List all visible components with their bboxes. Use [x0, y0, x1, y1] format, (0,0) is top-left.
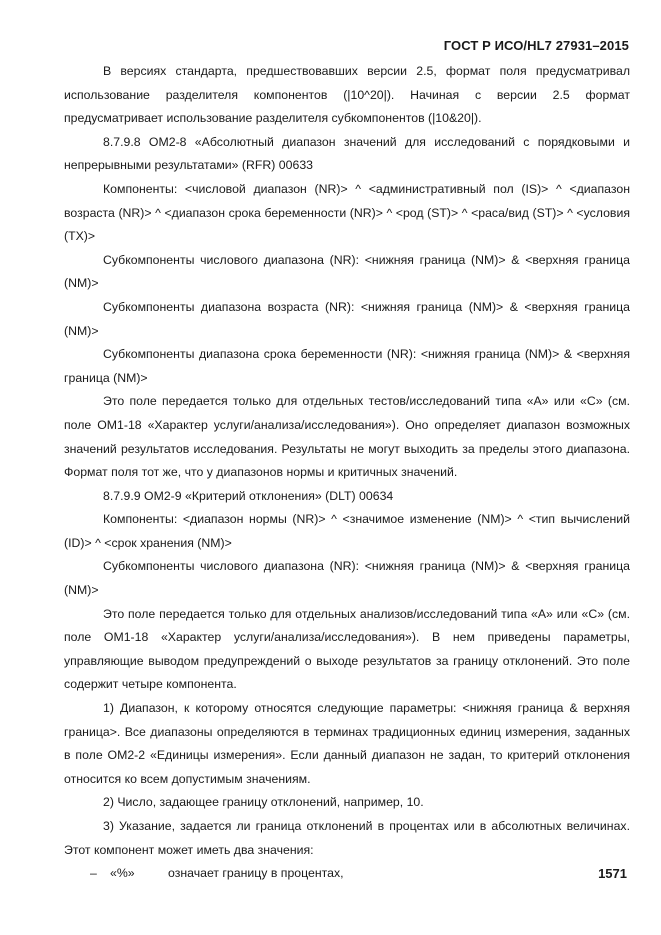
paragraph: Субкомпоненты числового диапазона (NR): <нижняя граница (NM)> & <верхняя граница (NM)> [64, 559, 630, 598]
paragraph: Субкомпоненты числового диапазона (NR): <нижняя граница (NM)> & <верхняя граница (NM)> [64, 252, 630, 291]
paragraph: Компоненты: <числовой диапазон (NR)> ^ <административный пол (IS)> ^ <диапазон возраста (NR)> ^ <диапазон срока беременности (NR)> ^ <род (ST)> ^ <раса/вид (ST)> ^ <условия (TX)> [64, 181, 630, 244]
list-dash: – [90, 866, 97, 881]
page-number: 1571 [598, 866, 627, 881]
paragraph: Компоненты: <диапазон нормы (NR)> ^ <значимое изменение (NM)> ^ <тип вычислений (ID)> ^ <срок хранения (NM)> [64, 512, 630, 550]
document-header: ГОСТ Р ИСО/HL7 27931–2015 [443, 38, 629, 53]
paragraph: В версиях стандарта, предшествовавших версии 2.5, формат поля предусматривал использование разделителя компонентов (|10^20|). Начиная с версии 2.5 формат предусматривает использование разделителя субкомпонентов (|10&20|). [64, 64, 630, 126]
list-term: «%» [110, 866, 135, 881]
paragraph: Субкомпоненты диапазона срока беременности (NR): <нижняя граница (NM)> & <верхняя граница (NM)> [64, 347, 630, 385]
paragraph: Субкомпоненты диапазона возраста (NR): <нижняя граница (NM)> & <верхняя граница (NM)> [64, 299, 630, 338]
document-body [64, 60, 630, 886]
list-description: означает границу в процентах, [168, 866, 344, 881]
list-paragraph: 1) Диапазон, к которому относятся следующие параметры: <нижняя граница & верхняя граница>. Все диапазоны определяются в терминах традиционных единиц измерения, заданных в поле OM2-2 «Единицы измерения». Если данный диапазон не задан, то критерий отклонения относится ко всем допустимым значениям. [64, 701, 630, 786]
list-paragraph: 2) Число, задающее границу отклонений, например, 10. [103, 795, 424, 810]
section-heading: 8.7.9.8 OM2-8 «Абсолютный диапазон значений для исследований с порядковыми и непрерывными результатами» (RFR) 00633 [64, 134, 630, 173]
section-heading: 8.7.9.9 OM2-9 «Критерий отклонения» (DLT) 00634 [103, 488, 394, 503]
paragraph: Это поле передается только для отдельных анализов/исследований типа «А» или «С» (см. поле OM1-18 «Характер услуги/анализа/исследования»). В нем приведены параметры, управляющие выводом предупреждений о выходе результатов за границу отклонений. Это поле содержит четыре компонента. [64, 606, 630, 692]
list-item [64, 862, 630, 886]
list-paragraph: 3) Указание, задается ли граница отклонений в процентах или в абсолютных величинах. Этот компонент может иметь два значения: [64, 819, 630, 857]
paragraph: Это поле передается только для отдельных тестов/исследований типа «А» или «С» (см. поле OM1-18 «Характер услуги/анализа/исследования»). Оно определяет диапазон возможных значений результатов исследования. Результаты не могут выходить за пределы этого диапазона. Формат поля тот же, что у диапазонов нормы и критичных значений. [64, 394, 630, 480]
